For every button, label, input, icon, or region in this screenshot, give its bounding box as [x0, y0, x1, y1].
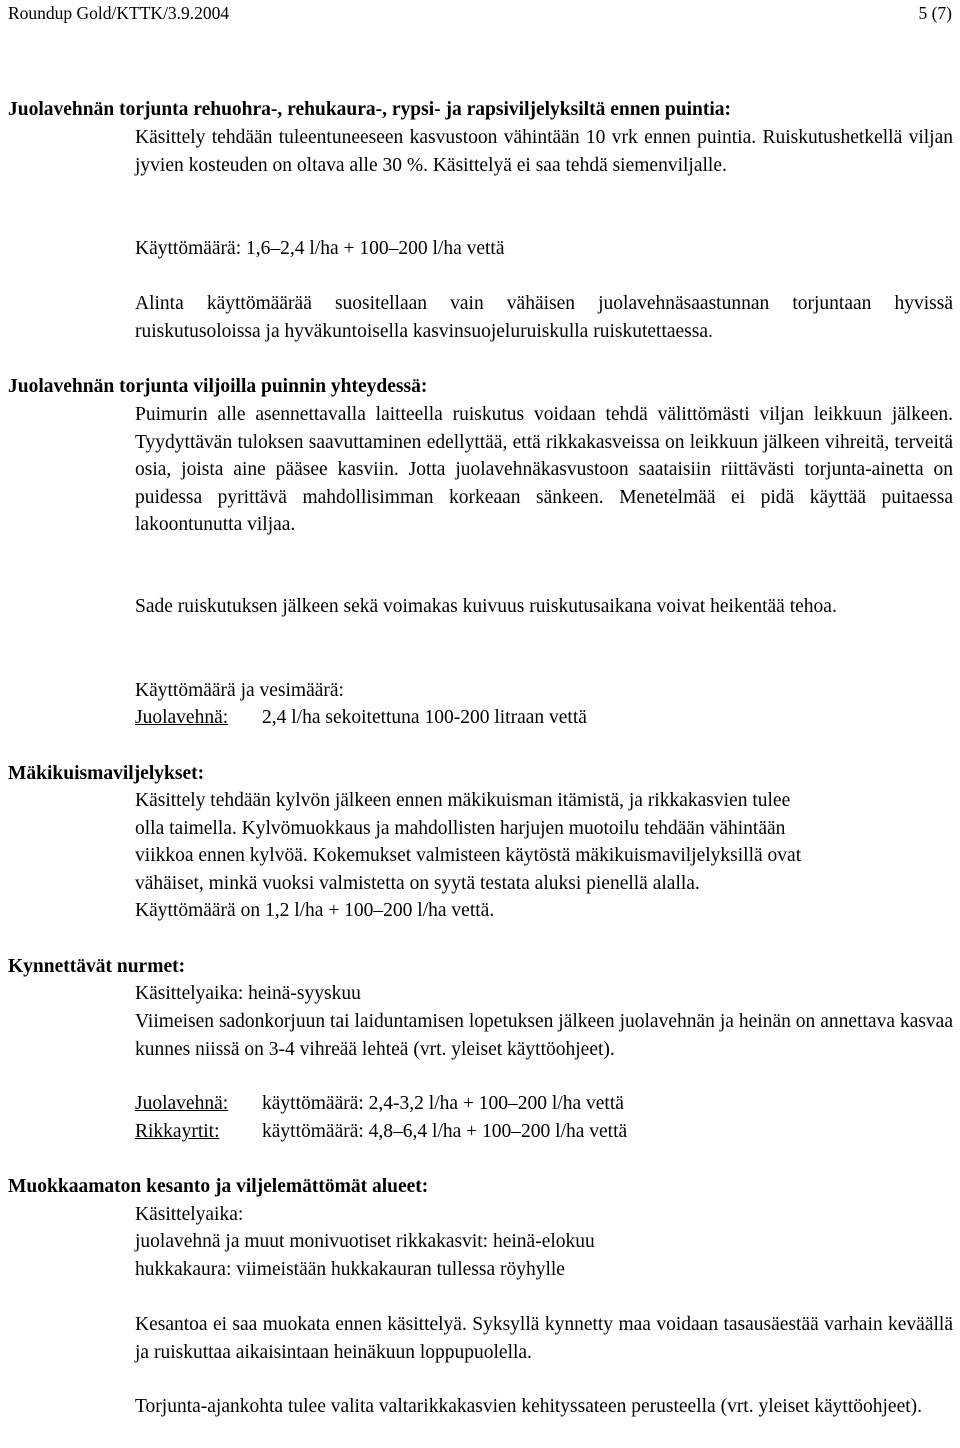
- section-heading-puinti: Juolavehnän torjunta viljoilla puinnin yhteydessä:: [8, 376, 428, 397]
- dose-value-rikkayrtit: käyttömäärä: 4,8–6,4 l/ha + 100–200 l/ha vettä: [262, 1121, 628, 1142]
- note-paragraph-rehuohra: Alinta käyttömäärää suositellaan vain vähäisen juolavehnäsaastunnan torjuntaan hyvissä ruiskutusoloissa ja hyväkuntoisella kasvinsuojeluruiskulla ruiskutettaessa.: [135, 293, 953, 342]
- treatment-time-item: juolavehnä ja muut monivuotiset rikkakasvit: heinä-elokuu: [135, 1231, 595, 1252]
- dose-value-juolavehna: käyttömäärä: 2,4-3,2 l/ha + 100–200 l/ha vettä: [262, 1093, 624, 1114]
- treatment-time-item: hukkakaura: viimeistään hukkakauran tullessa röyhylle: [135, 1259, 565, 1280]
- rain-note-paragraph: Sade ruiskutuksen jälkeen sekä voimakas kuivuus ruiskutusaikana voivat heikentää tehoa.: [135, 596, 837, 617]
- makikuisma-line: olla taimella. Kylvömuokkaus ja mahdollisten harjujen muotoilu tehdään vähintään: [135, 818, 786, 839]
- makikuisma-line: Käyttömäärä on 1,2 l/ha + 100–200 l/ha vettä.: [135, 900, 495, 921]
- makikuisma-line: viikkoa ennen kylvöä. Kokemukset valmisteen käytöstä mäkikuismaviljelyksillä ovat: [135, 845, 802, 866]
- dose-label-juolavehna: Juolavehnä:: [135, 1093, 229, 1114]
- makikuisma-line: vähäiset, minkä vuoksi valmistetta on syytä testata aluksi pienellä alalla.: [135, 873, 700, 894]
- dose-label-juolavehna: Juolavehnä:: [135, 707, 229, 728]
- section-heading-nurmet: Kynnettävät nurmet:: [8, 956, 186, 977]
- section-paragraph-rehuohra: Käsittely tehdään tuleentuneeseen kasvustoon vähintään 10 vrk ennen puintia. Ruiskutushetkellä viljan jyvien kosteuden on oltava alle 30 %. Käsittelyä ei saa tehdä siemenviljalle.: [135, 127, 953, 176]
- section-heading-makikuisma: Mäkikuismaviljelykset:: [8, 763, 205, 784]
- dose-title-puinti: Käyttömäärä ja vesimäärä:: [135, 680, 344, 701]
- timing-paragraph-kesanto: Torjunta-ajankohta tulee valita valtarikkakasvien kehityssateen perusteella (vrt. yleiset käyttöohjeet).: [135, 1396, 923, 1417]
- makikuisma-line: Käsittely tehdään kylvön jälkeen ennen mäkikuisman itämistä, ja rikkakasvien tulee: [135, 790, 791, 811]
- section-paragraph-nurmet: Viimeisen sadonkorjuun tai laiduntamisen lopetuksen jälkeen juolavehnän ja heinän on annettava kasvaa kunnes niissä on 3-4 vihreää lehteä (vrt. yleiset käyttöohjeet).: [135, 1011, 953, 1060]
- page-number: 5 (7): [918, 3, 952, 23]
- treatment-time-nurmet: Käsittelyaika: heinä-syyskuu: [135, 983, 361, 1004]
- dose-value-juolavehna: 2,4 l/ha sekoitettuna 100-200 litraan vettä: [262, 707, 587, 728]
- document-id: Roundup Gold/KTTK/3.9.2004: [8, 3, 230, 23]
- treatment-time-title-kesanto: Käsittelyaika:: [135, 1204, 244, 1225]
- section-paragraph-puinti: Puimurin alle asennettavalla laitteella ruiskutus voidaan tehdä välittömästi viljan leikkuun jälkeen. Tyydyttävän tuloksen saavuttaminen edellyttää, että rikkakasveissa on leikkuun jälkeen vihreitä, terveitä osia, joista aine pääsee kasviin. Jotta juolavehnäkasvustoon saataisiin riittävästi torjunta-ainetta on puidessa pyrittävä mahdollisimman korkeaan sänkeen. Menetelmää ei pidä käyttää puitaessa lakoontunutta viljaa.: [135, 404, 953, 535]
- page-header: [8, 0, 952, 26]
- section-paragraph-kesanto: Kesantoa ei saa muokata ennen käsittelyä. Syksyllä kynnetty maa voidaan tasausäestää varhain keväällä ja ruiskuttaa aikaisintaan heinäkuun loppupuolella.: [135, 1314, 953, 1363]
- section-heading-kesanto: Muokkaamaton kesanto ja viljelemättömät alueet:: [8, 1176, 429, 1197]
- dose-row-juolavehna: [135, 1090, 953, 1118]
- dose-row-rikkayrtit: [135, 1118, 953, 1146]
- dose-label-rikkayrtit: Rikkayrtit:: [135, 1121, 220, 1142]
- dose-text-rehuohra: Käyttömäärä: 1,6–2,4 l/ha + 100–200 l/ha vettä: [135, 238, 505, 259]
- section-heading-rehuohra: Juolavehnän torjunta rehuohra-, rehukaura-, rypsi- ja rapsiviljelyksiltä ennen puintia:: [8, 99, 732, 120]
- dose-row-puinti: [135, 704, 953, 732]
